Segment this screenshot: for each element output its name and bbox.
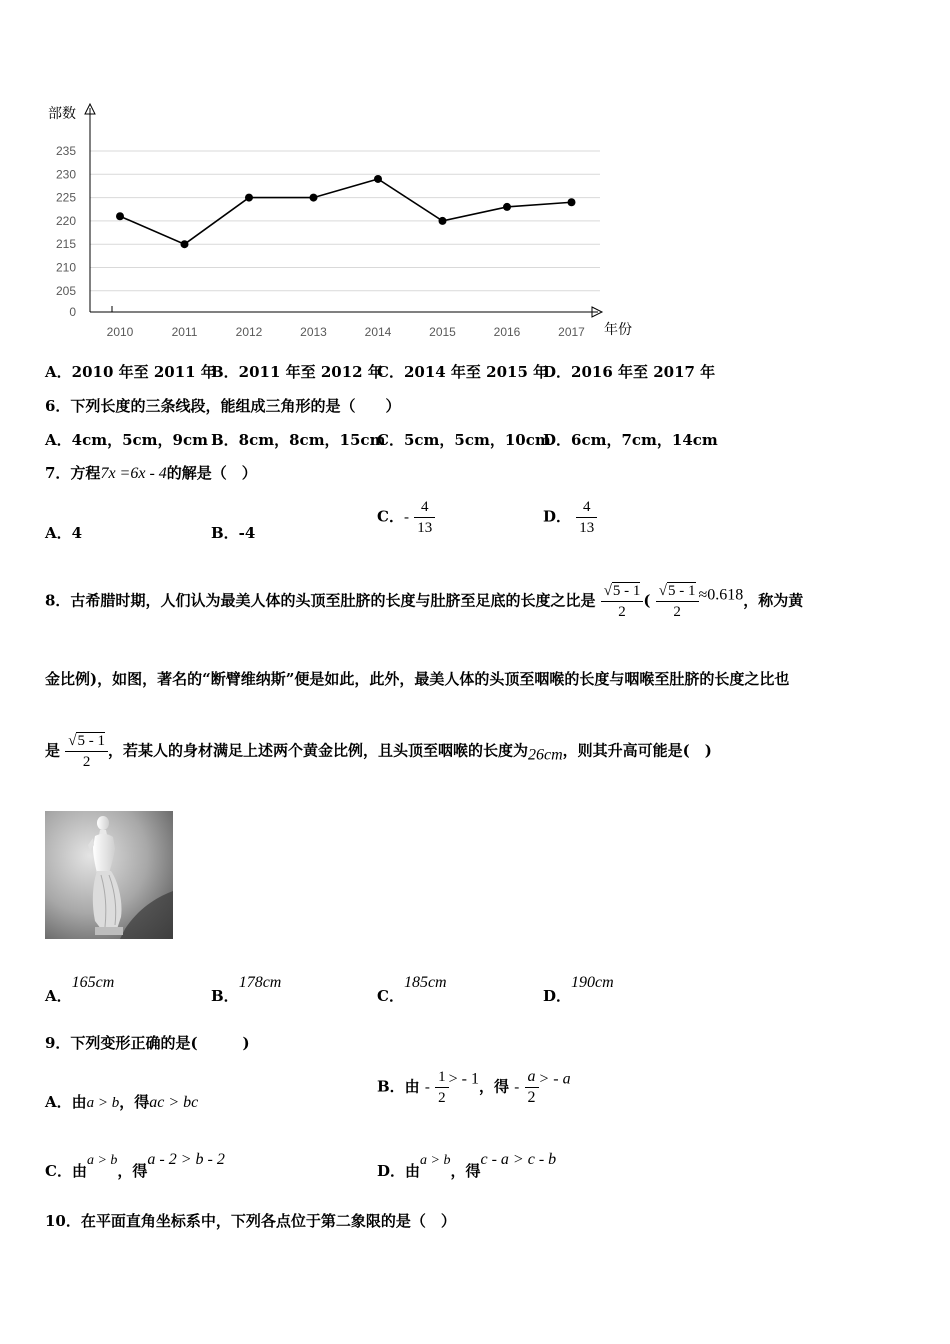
q7-option-d-denominator: 13	[579, 520, 595, 536]
q8-line1-prefix: 8．古希腊时期，人们认为最美人体的头顶至肚脐的长度与肚脐至足底的长度之比是	[45, 591, 596, 610]
q8-line3-mid: ，若某人的身材满足上述两个黄金比例，且头顶至咽喉的长度为	[107, 741, 528, 760]
q9-option-a[interactable]	[45, 1091, 198, 1112]
q9-option-a-condition: a > b	[86, 1095, 120, 1111]
golden-ratio-numerator-3: 5 - 1	[77, 733, 105, 749]
q8-length: 26cm	[528, 746, 563, 764]
x-tick-labels	[107, 325, 586, 339]
y-tick-label: 210	[55, 260, 76, 275]
q7-option-b[interactable]: B．-4	[211, 524, 256, 542]
q9-stem: 9．下列变形正确的是( )	[45, 1034, 250, 1052]
q8-paren-open: (	[643, 591, 651, 610]
q7-option-c[interactable]	[377, 497, 435, 538]
data-point	[374, 175, 382, 183]
golden-ratio-fraction: $\frac{√5 - 1}{2}$	[601, 581, 644, 622]
data-point	[181, 240, 189, 248]
q7-option-d-fraction	[576, 497, 597, 538]
q9-option-a-get: ，得	[119, 1093, 150, 1111]
q10-stem: 10．在平面直角坐标系中，下列各点位于第二象限的是（ ）	[45, 1212, 456, 1230]
data-point	[116, 212, 124, 220]
q7-option-c-fraction	[414, 497, 435, 538]
q9-option-b-sign2: -	[514, 1079, 520, 1096]
q8-option-a[interactable]	[45, 973, 114, 1006]
q8-option-d[interactable]	[543, 973, 614, 1006]
x-tick-label: 2012	[235, 325, 263, 339]
q9-option-b-label: B．由	[377, 1077, 420, 1096]
q8-line2: 金比例)，如图，著名的“断臂维纳斯”便是如此，此外，最美人体的头顶至咽喉的长度与咽喉至肚脐的长度之比也	[45, 670, 790, 688]
q9-option-b-sign: -	[424, 1079, 430, 1096]
q7-option-c-sign: -	[403, 509, 409, 526]
data-point	[310, 194, 318, 202]
venus-statue-image	[45, 811, 173, 939]
data-point	[503, 203, 511, 211]
y-tick-label: 205	[55, 283, 76, 298]
q7-stem-suffix: 的解是（ ）	[166, 464, 257, 482]
q7-stem-prefix: 7．方程	[45, 464, 101, 482]
q9-option-a-label: A．由	[45, 1093, 87, 1111]
q8-option-d-label: D．	[543, 987, 572, 1005]
q7-option-c-denominator: 13	[417, 520, 433, 536]
golden-ratio-denominator-2: 2	[673, 604, 681, 620]
q9-option-c[interactable]	[45, 1150, 225, 1181]
chart-gridlines	[90, 151, 600, 291]
q7-stem	[45, 462, 257, 483]
q9-option-b-numerator2: a	[525, 1067, 539, 1088]
q6-option-c[interactable]: C．5cm，5cm，10cm	[377, 431, 551, 449]
y-tick-label: 220	[55, 213, 76, 228]
q8-line3-suffix: ，则其升高可能是( )	[562, 741, 712, 760]
q8-option-d-value: 190cm	[571, 974, 614, 991]
q8-option-b-label: B．	[211, 987, 239, 1005]
q7-option-d-label: D．	[543, 507, 572, 526]
q9-option-c-get: ，得	[117, 1162, 148, 1180]
y-tick-label: 235	[55, 144, 76, 158]
q7-equation: 7x =6x - 4	[100, 465, 167, 482]
x-tick-label: 2011	[171, 325, 198, 339]
q7-option-d-numerator: 4	[576, 497, 597, 518]
q8-option-c-label: C．	[377, 987, 404, 1005]
golden-ratio-denominator-3: 2	[82, 754, 91, 770]
q9-option-b-denominator2: 2	[527, 1089, 536, 1106]
q9-option-b-get: ，得	[479, 1077, 510, 1096]
q8-option-a-value: 165cm	[71, 974, 115, 991]
q8-line3-prefix: 是	[45, 741, 61, 760]
data-points	[116, 175, 576, 248]
q7-option-c-label: C．	[377, 507, 404, 526]
x-axis-label: 年份	[604, 321, 632, 337]
golden-ratio-numerator-2: 5 - 1	[668, 583, 696, 599]
q9-option-b[interactable]	[377, 1067, 571, 1108]
data-point	[568, 198, 576, 206]
q8-line3	[45, 731, 712, 772]
q9-option-d-get: ，得	[450, 1162, 481, 1180]
x-tick-label: 2016	[493, 325, 521, 339]
data-point	[245, 194, 253, 202]
q9-option-b-fraction2	[525, 1067, 539, 1108]
x-tick-label: 2010	[106, 325, 134, 339]
q6-option-a[interactable]: A．4cm，5cm，9cm	[45, 431, 208, 449]
line-chart	[40, 100, 640, 345]
q7-option-d[interactable]	[543, 497, 597, 538]
q5-option-a[interactable]: A．2010 年至 2011 年	[45, 363, 216, 381]
q9-option-b-denominator: 2	[438, 1090, 446, 1106]
x-tick-label: 2014	[364, 325, 392, 339]
q7-option-c-numerator: 4	[414, 497, 435, 518]
golden-ratio-denominator: 2	[618, 604, 626, 620]
golden-ratio-fraction-3: $\frac{√5 - 1}{2}$	[65, 731, 108, 772]
q9-option-a-result: ac > bc	[149, 1094, 199, 1111]
x-tick-label: 2017	[558, 325, 585, 339]
q5-option-d[interactable]: D．2016 年至 2017 年	[543, 363, 716, 381]
y-tick-labels	[56, 144, 76, 319]
q9-option-c-label: C．由	[45, 1162, 87, 1180]
q9-option-c-result: a - 2 > b - 2	[147, 1151, 225, 1168]
golden-ratio-fraction-2: $\frac{√5 - 1}{2}$	[656, 581, 699, 622]
q5-option-b[interactable]: B．2011 年至 2012 年	[211, 363, 383, 381]
y-axis-label: 部数	[48, 105, 76, 121]
q9-option-d-result: c - a > c - b	[480, 1151, 557, 1168]
golden-ratio-approx: ≈0.618	[698, 586, 744, 604]
q9-option-c-condition: a > b	[86, 1153, 118, 1168]
x-tick-label: 2013	[300, 325, 327, 339]
y-tick-label: 230	[55, 167, 76, 182]
q9-option-b-numerator: 1	[435, 1067, 449, 1088]
q9-option-b-rest: > - 1	[448, 1070, 480, 1088]
x-tick-label: 2015	[429, 325, 456, 339]
q6-option-b[interactable]: B．8cm，8cm，15cm	[211, 431, 386, 449]
q8-option-b[interactable]	[211, 973, 281, 1006]
series-line	[120, 179, 572, 244]
y-tick-label: 215	[55, 237, 76, 252]
y-tick-label: 225	[55, 190, 76, 205]
q9-option-b-fraction	[435, 1067, 449, 1108]
q7-option-a[interactable]: A．4	[45, 524, 83, 542]
q8-option-c-value: 185cm	[403, 974, 447, 991]
q8-line1	[45, 581, 803, 622]
q6-option-d[interactable]: D．6cm，7cm，14cm	[543, 431, 718, 449]
q8-option-a-label: A．	[45, 987, 72, 1005]
q9-option-d-condition: a > b	[420, 1153, 451, 1168]
q6-stem: 6．下列长度的三条线段，能组成三角形的是（ ）	[45, 397, 401, 415]
q5-option-c[interactable]: C．2014 年至 2015 年	[377, 363, 549, 381]
q8-line1-suffix: ，称为黄	[743, 591, 804, 610]
chart-axes	[85, 104, 602, 317]
q9-option-d-label: D．由	[377, 1162, 421, 1180]
data-point	[439, 217, 447, 225]
q9-option-b-rest2: > - a	[538, 1070, 571, 1088]
y-tick-label: 0	[69, 305, 76, 319]
golden-ratio-numerator: 5 - 1	[612, 583, 641, 599]
q9-option-d[interactable]	[377, 1150, 556, 1181]
q8-option-c[interactable]	[377, 973, 447, 1006]
q8-option-b-value: 178cm	[238, 974, 282, 991]
